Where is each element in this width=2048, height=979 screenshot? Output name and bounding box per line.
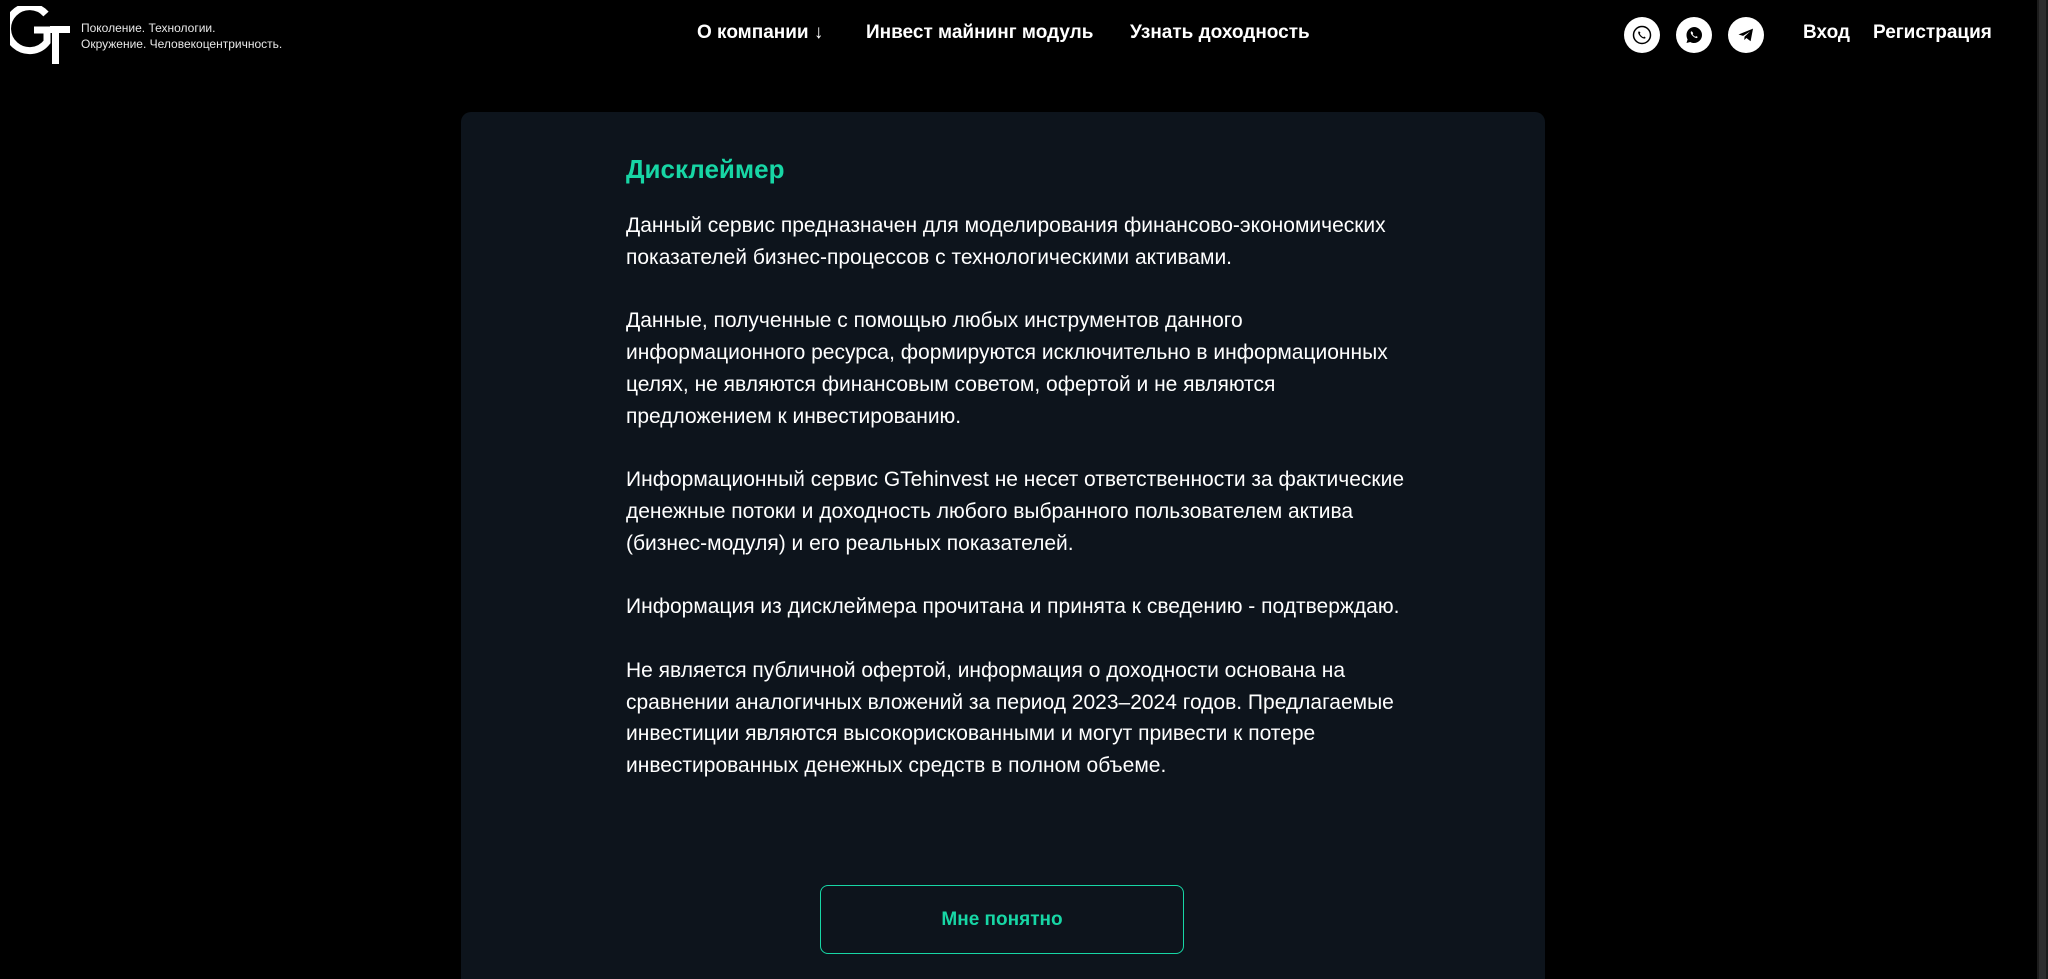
nav-invest-mining[interactable]: Инвест майнинг модуль xyxy=(866,22,1094,43)
disclaimer-title: Дисклеймер xyxy=(626,154,785,184)
register-link[interactable]: Регистрация xyxy=(1873,22,1992,43)
disclaimer-paragraph: Информационный сервис GTehinvest не несет ответственности за фактические денежные потоки и доходность любого выбранного пользователем актива (бизнес-модуля) и его реальных показателей. xyxy=(626,468,1405,555)
disclaimer-card xyxy=(461,112,1545,979)
tagline-line-2: Окружение. Человекоцентричность. xyxy=(81,37,283,51)
disclaimer-paragraph: Информация из дисклеймера прочитана и принята к сведению - подтверждаю. xyxy=(626,595,1400,619)
understood-button[interactable]: Мне понятно xyxy=(820,885,1184,954)
disclaimer-paragraph: Данные, полученные с помощью любых инструментов данного информационного ресурса, формируются исключительно в информационных целях, не являются финансовым советом, офертой и не являются предложением к инвестированию. xyxy=(626,309,1388,428)
tagline-line-1: Поколение. Технологии. xyxy=(81,21,216,35)
phone-icon[interactable] xyxy=(1624,17,1660,53)
disclaimer-paragraph: Не является публичной офертой, информация о доходности основана на сравнении аналогичных вложений за период 2023–2024 годов. Предлагаемые инвестиции являются высокорискованными и могут привести к потере инвестированных денежных средств в полном объеме. xyxy=(626,659,1394,778)
login-link[interactable]: Вход xyxy=(1803,22,1850,43)
disclaimer-paragraph: Данный сервис предназначен для моделирования финансово-экономических показателей бизнес-процессов с технологическими активами. xyxy=(626,214,1386,269)
telegram-icon[interactable] xyxy=(1728,17,1764,53)
whatsapp-icon[interactable] xyxy=(1676,17,1712,53)
gt-logo[interactable] xyxy=(10,6,72,64)
nav-yield[interactable]: Узнать доходность xyxy=(1130,22,1310,43)
scrollbar[interactable] xyxy=(2037,0,2048,979)
scrollbar-thumb[interactable] xyxy=(2039,0,2046,979)
header xyxy=(0,0,2048,72)
disclaimer-text xyxy=(626,210,1426,814)
tagline xyxy=(81,20,282,52)
nav-about[interactable]: О компании ↓ xyxy=(697,22,824,43)
